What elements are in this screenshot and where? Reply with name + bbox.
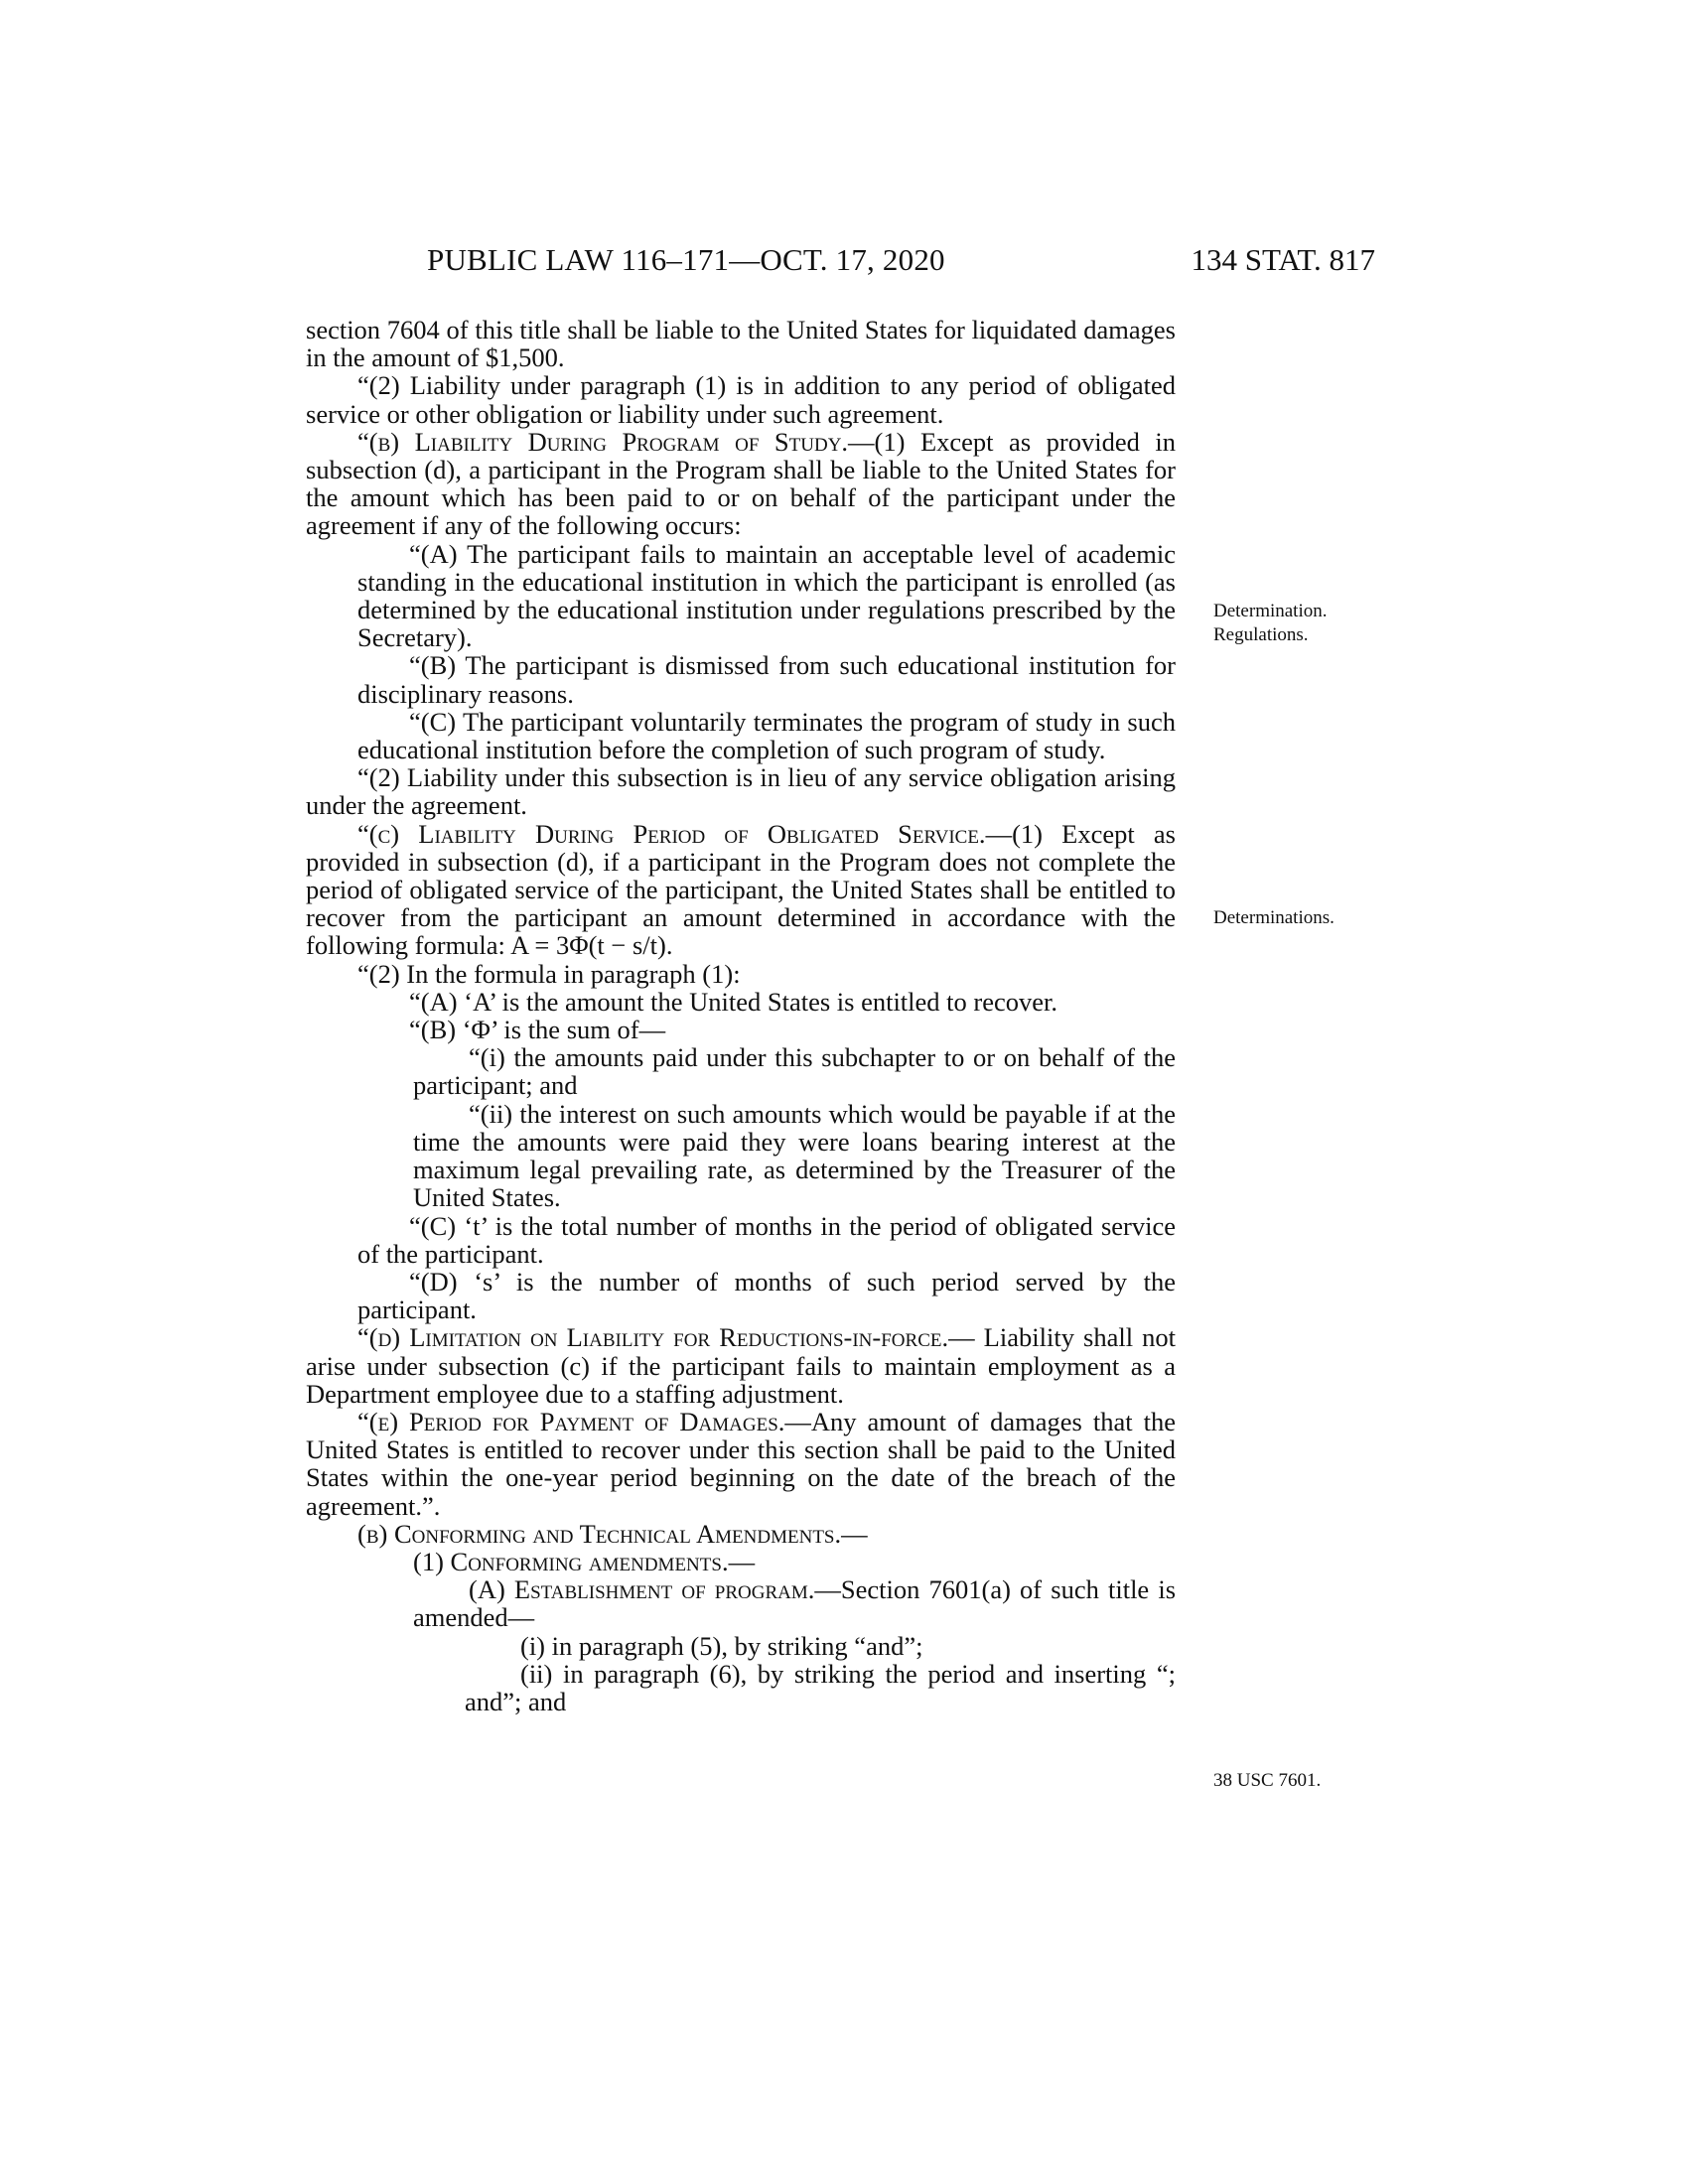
section-b [306, 1520, 1176, 1548]
margin-note-determinations [1213, 906, 1412, 930]
subsection-d [306, 1323, 1176, 1408]
margin-note-determination-regulations [1213, 600, 1412, 647]
clause: “(ii) the interest on such amounts which would be payable if at the time the amounts were paid they were loans bearing interest at the maximum legal prevailing rate, as determined by the Treasurer of the United States. [413, 1098, 1176, 1213]
paragraph: “(2) In the formula in paragraph (1): [357, 958, 741, 989]
margin-note-line: Determinations. [1213, 907, 1335, 928]
subsection-heading: “(d) Limitation on Liability for Reductions-in-force. [357, 1322, 949, 1353]
subparagraph: “(B) ‘Φ’ is the sum of— [409, 1015, 666, 1045]
margin-note-line: 38 USC 7601. [1213, 1770, 1322, 1791]
subsection-text: —(1) Except as provided in subsection (d), a participant in the Program shall be liable to the United States for the amount which has been paid to or on behalf of the participant under the agreement if any of the following occurs: [306, 426, 1176, 541]
subparagraph: “(C) ‘t’ is the total number of months in the period of obligated service of the participant. [357, 1210, 1176, 1269]
clause: “(i) the amounts paid under this subchapter to or on behalf of the participant; and [413, 1042, 1176, 1101]
paragraph-heading: (1) Conforming amendments. [413, 1546, 729, 1576]
paragraph-1 [306, 1548, 1176, 1575]
subsection-text: —(1) Except as provided in subsection (d), if a participant in the Program does not complete the period of obligated service of the participant, the United States shall be entitled to recover from the participant an amount determined in accordance with the following formula: A = 3Φ(t − s/t). [306, 818, 1176, 961]
subsection-heading: “(e) Period for Payment of Damages. [357, 1406, 785, 1436]
public-law-citation: PUBLIC LAW 116–171—OCT. 17, 2020 [427, 242, 945, 277]
subsection-heading: “(c) Liability During Period of Obligated Service. [357, 818, 986, 849]
page-header [427, 242, 1375, 282]
paragraph: “(2) Liability under this subsection is in lieu of any service obligation arising under the agreement. [306, 762, 1176, 821]
subparagraph: “(A) The participant fails to maintain an acceptable level of academic standing in the educational institution in which the participant is enrolled (as determined by the educational institution under regulations prescribed by the Secretary). [357, 538, 1176, 653]
statute-body [306, 316, 1176, 1715]
subsection-e [306, 1408, 1176, 1520]
subsection-text: — Liability shall not arise under subsection (c) if the participant fails to maintain employment as a Department employee due to a staffing adjustment. [306, 1322, 1176, 1409]
margin-note-line: Regulations. [1213, 624, 1309, 645]
subparagraph-heading: (A) Establishment of program. [469, 1574, 815, 1605]
paragraph: “(2) Liability under paragraph (1) is in addition to any period of obligated service or other obligation or liability under such agreement. [306, 370, 1176, 429]
subparagraph-a [306, 1575, 1176, 1631]
subparagraph: “(B) The participant is dismissed from such educational institution for disciplinary reasons. [357, 650, 1176, 709]
clause: (i) in paragraph (5), by striking “and”; [520, 1630, 923, 1661]
section-heading: (b) Conforming and Technical Amendments. [357, 1518, 842, 1549]
margin-note-usc-citation [1213, 1769, 1412, 1793]
subparagraph: “(C) The participant voluntarily terminates the program of study in such educational institution before the completion of such program of study. [357, 706, 1176, 765]
subparagraph: “(A) ‘A’ is the amount the United States is entitled to recover. [409, 986, 1058, 1017]
subparagraph-text: —Section 7601(a) of such title is amended— [413, 1574, 1177, 1633]
subsection-heading: “(b) Liability During Program of Study. [357, 426, 849, 457]
statute-page-number: 134 STAT. 817 [1191, 242, 1375, 277]
margin-note-line: Determination. [1213, 601, 1328, 621]
dash: — [841, 1518, 868, 1549]
subsection-text: —Any amount of damages that the United States is entitled to recover under this section shall be paid to the United States within the one-year period beginning on the date of the breach of the agreement.”. [306, 1406, 1176, 1521]
dash: — [728, 1546, 756, 1576]
clause: (ii) in paragraph (6), by striking the period and inserting “; and”; and [465, 1658, 1176, 1716]
subsection-b [306, 428, 1176, 540]
subparagraph: “(D) ‘s’ is the number of months of such period served by the participant. [357, 1266, 1176, 1325]
paragraph: section 7604 of this title shall be liable to the United States for liquidated damages in the amount of $1,500. [306, 315, 1176, 373]
subsection-c [306, 820, 1176, 960]
